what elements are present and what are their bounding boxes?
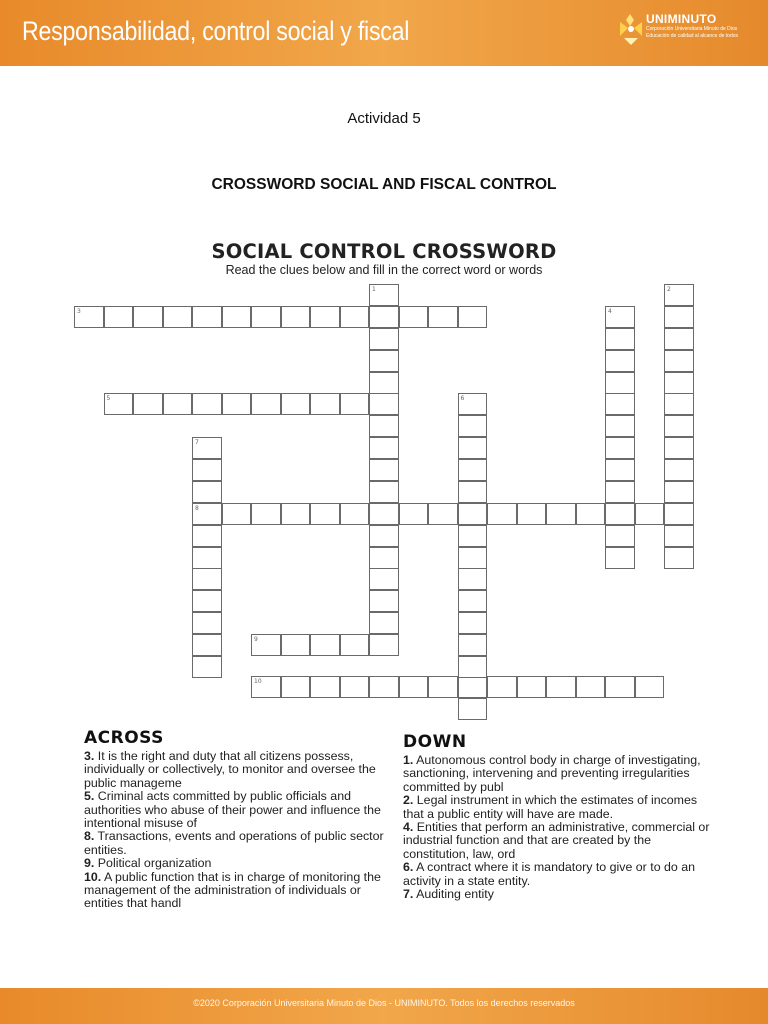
crossword-cell[interactable]: [251, 503, 281, 525]
crossword-cell[interactable]: [192, 634, 222, 656]
crossword-cell[interactable]: [340, 676, 370, 698]
crossword-cell[interactable]: [251, 306, 281, 328]
crossword-cell[interactable]: [399, 676, 429, 698]
across-clue: 3. It is the right and duty that all citizens possess, individually or collectively, to monitor and oversee the public manageme: [84, 749, 376, 790]
crossword-cell[interactable]: [104, 306, 134, 328]
logo-subtitle: Corporación Universitaria Minuto de Dios: [646, 26, 738, 32]
crossword-cell[interactable]: [281, 306, 311, 328]
crossword-cell[interactable]: [458, 590, 488, 612]
crossword-cell[interactable]: [192, 393, 222, 415]
clue-number: 8: [195, 505, 199, 512]
crossword-cell[interactable]: [664, 547, 694, 569]
crossword-cell[interactable]: [251, 393, 281, 415]
crossword-cell[interactable]: [192, 612, 222, 634]
crossword-cell[interactable]: [281, 634, 311, 656]
across-clue: 5. Criminal acts committed by public officials and authorities who abuse of their power and influence the intentional misuse of: [84, 789, 381, 831]
crossword-cell[interactable]: [605, 350, 635, 372]
crossword-cell[interactable]: [192, 503, 222, 525]
clue-number: 7: [195, 439, 199, 446]
crossword-cell[interactable]: [369, 306, 399, 328]
crossword-cell[interactable]: [576, 676, 606, 698]
across-clue: 9. Political organization: [84, 856, 212, 871]
crossword-cell[interactable]: [251, 676, 281, 698]
down-clue: 2. Legal instrument in which the estimates of incomes that a public entity will have are made.: [403, 793, 698, 821]
crossword-cell[interactable]: [369, 547, 399, 569]
crossword-cell[interactable]: [251, 634, 281, 656]
crossword-cell[interactable]: [635, 676, 665, 698]
crossword-cell[interactable]: [399, 503, 429, 525]
crossword-cell[interactable]: [605, 481, 635, 503]
crossword-cell[interactable]: [458, 612, 488, 634]
crossword-cell[interactable]: [369, 437, 399, 459]
crossword-cell[interactable]: [192, 590, 222, 612]
crossword-cell[interactable]: [428, 676, 458, 698]
crossword-cell[interactable]: [369, 525, 399, 547]
crossword-cell[interactable]: [664, 503, 694, 525]
document-title: CROSSWORD SOCIAL AND FISCAL CONTROL: [211, 176, 557, 193]
down-clue: 7. Auditing entity: [403, 887, 494, 902]
crossword-cell[interactable]: [369, 612, 399, 634]
clue-number: 6: [460, 395, 465, 402]
crossword-cell[interactable]: [664, 306, 694, 328]
crossword-cell[interactable]: [428, 503, 458, 525]
down-clues: [403, 732, 713, 901]
crossword-cell[interactable]: [192, 306, 222, 328]
crossword-cell[interactable]: [664, 459, 694, 481]
crossword-cell[interactable]: [605, 525, 635, 547]
page-footer: [0, 988, 768, 1024]
crossword-cell[interactable]: [664, 415, 694, 437]
activity-label: Actividad 5: [347, 110, 421, 127]
crossword-cell[interactable]: [428, 306, 458, 328]
crossword-cell[interactable]: [458, 656, 488, 678]
crossword-cell[interactable]: [310, 634, 340, 656]
crossword-cell[interactable]: [458, 634, 488, 656]
crossword-cell[interactable]: [664, 350, 694, 372]
crossword-cell[interactable]: [192, 568, 222, 590]
crossword-cell[interactable]: [340, 393, 370, 415]
across-clue: 10. A public function that is in charge of monitoring the management of the administration of individuals or entities that handl: [84, 869, 381, 911]
logo-tagline: Educación de calidad al alcance de todos: [646, 33, 739, 39]
crossword-cell[interactable]: [281, 676, 311, 698]
crossword-cell[interactable]: [340, 503, 370, 525]
crossword-cell[interactable]: [458, 698, 488, 720]
crossword-cell[interactable]: [664, 328, 694, 350]
crossword-cell[interactable]: [369, 676, 399, 698]
crossword-cell[interactable]: [605, 459, 635, 481]
clue-number: 5: [106, 395, 111, 402]
crossword-cell[interactable]: [133, 306, 163, 328]
clue-number: 3: [77, 308, 81, 315]
clue-number: 9: [254, 636, 258, 643]
across-clue: 8. Transactions, events and operations of public sector entities.: [84, 829, 384, 857]
crossword-cell[interactable]: [222, 306, 252, 328]
clue-number: 2: [667, 286, 671, 293]
crossword-cell[interactable]: [163, 306, 193, 328]
crossword-cell[interactable]: [458, 459, 488, 481]
across-clues: [84, 728, 384, 911]
crossword-cell[interactable]: [458, 568, 488, 590]
crossword-cell[interactable]: [458, 525, 488, 547]
crossword-cell[interactable]: [369, 393, 399, 415]
crossword-cell[interactable]: [340, 306, 370, 328]
crossword-cell[interactable]: [458, 481, 488, 503]
crossword-cell[interactable]: [281, 503, 311, 525]
crossword-cell[interactable]: [458, 306, 488, 328]
crossword-cell[interactable]: [369, 568, 399, 590]
crossword-cell[interactable]: [605, 547, 635, 569]
crossword-cell[interactable]: [458, 676, 488, 698]
crossword-cell[interactable]: [399, 306, 429, 328]
crossword-cell[interactable]: [192, 525, 222, 547]
crossword-cell[interactable]: [605, 415, 635, 437]
crossword-cell[interactable]: [281, 393, 311, 415]
crossword-cell[interactable]: [369, 328, 399, 350]
clue-number: 1: [372, 286, 376, 293]
clue-number: 4: [608, 308, 612, 315]
crossword-cell[interactable]: [222, 503, 252, 525]
crossword-cell[interactable]: [664, 481, 694, 503]
crossword-cell[interactable]: [605, 306, 635, 328]
crossword-cell[interactable]: [369, 372, 399, 394]
crossword-cell[interactable]: [605, 393, 635, 415]
crossword-cell[interactable]: [664, 437, 694, 459]
crossword-cell[interactable]: [605, 503, 635, 525]
crossword-cell[interactable]: [310, 393, 340, 415]
crossword-cell[interactable]: [340, 634, 370, 656]
crossword-cell[interactable]: [458, 547, 488, 569]
crossword-cell[interactable]: [74, 306, 104, 328]
down-clue: 4. Entities that perform an administrative, commercial or industrial function and that are created by the constitution, law, ord: [403, 820, 710, 861]
crossword-cell[interactable]: [605, 328, 635, 350]
across-heading: ACROSS: [84, 728, 164, 748]
crossword-cell[interactable]: [133, 393, 163, 415]
crossword-cell[interactable]: [458, 437, 488, 459]
crossword-cell[interactable]: [369, 590, 399, 612]
header-title: Responsabilidad, control social y fiscal: [22, 16, 410, 46]
crossword-cell[interactable]: [605, 437, 635, 459]
crossword-cell[interactable]: [369, 350, 399, 372]
crossword-cell[interactable]: [192, 459, 222, 481]
crossword-cell[interactable]: [369, 634, 399, 656]
crossword-cell[interactable]: [546, 503, 576, 525]
crossword-cell[interactable]: [104, 393, 134, 415]
clue-number: 10: [254, 678, 262, 685]
crossword-cell[interactable]: [605, 676, 635, 698]
crossword-cell[interactable]: [310, 503, 340, 525]
logo-name: UNIMINUTO: [646, 12, 717, 26]
crossword-cell[interactable]: [192, 437, 222, 459]
crossword-cell[interactable]: [664, 372, 694, 394]
crossword-cell[interactable]: [222, 393, 252, 415]
crossword-cell[interactable]: [487, 503, 517, 525]
crossword-cell[interactable]: [664, 284, 694, 306]
crossword-cell[interactable]: [192, 547, 222, 569]
crossword-cell[interactable]: [369, 503, 399, 525]
crossword-cell[interactable]: [458, 393, 488, 415]
crossword-cell[interactable]: [458, 503, 488, 525]
crossword-cell[interactable]: [369, 415, 399, 437]
crossword-cell[interactable]: [546, 676, 576, 698]
crossword-cell[interactable]: [605, 372, 635, 394]
crossword-cell[interactable]: [369, 459, 399, 481]
crossword-cell[interactable]: [192, 481, 222, 503]
crossword-cell[interactable]: [163, 393, 193, 415]
crossword-cell[interactable]: [664, 525, 694, 547]
down-clue: 1. Autonomous control body in charge of investigating, sanctioning, intervening and preventing irregularities committed by publ: [403, 753, 701, 794]
crossword-cell[interactable]: [310, 306, 340, 328]
crossword-cell[interactable]: [487, 676, 517, 698]
down-clue: 6. A contract where it is mandatory to give or to do an activity in a state entity.: [403, 860, 696, 888]
crossword-cell[interactable]: [369, 481, 399, 503]
crossword-cell[interactable]: [635, 503, 665, 525]
crossword-cell[interactable]: [192, 656, 222, 678]
crossword-subtitle: Read the clues below and fill in the correct word or words: [225, 263, 543, 277]
crossword-title: SOCIAL CONTROL CROSSWORD: [211, 240, 557, 263]
crossword-cell[interactable]: [517, 503, 547, 525]
crossword-cell[interactable]: [310, 676, 340, 698]
crossword-cell[interactable]: [369, 284, 399, 306]
crossword-cell[interactable]: [517, 676, 547, 698]
down-heading: DOWN: [403, 732, 467, 752]
crossword-cell[interactable]: [664, 393, 694, 415]
copyright-text: ©2020 Corporación Universitaria Minuto de Dios - UNIMINUTO. Todos los derechos reservados: [193, 998, 575, 1008]
crossword-cell[interactable]: [458, 415, 488, 437]
crossword-cell[interactable]: [576, 503, 606, 525]
